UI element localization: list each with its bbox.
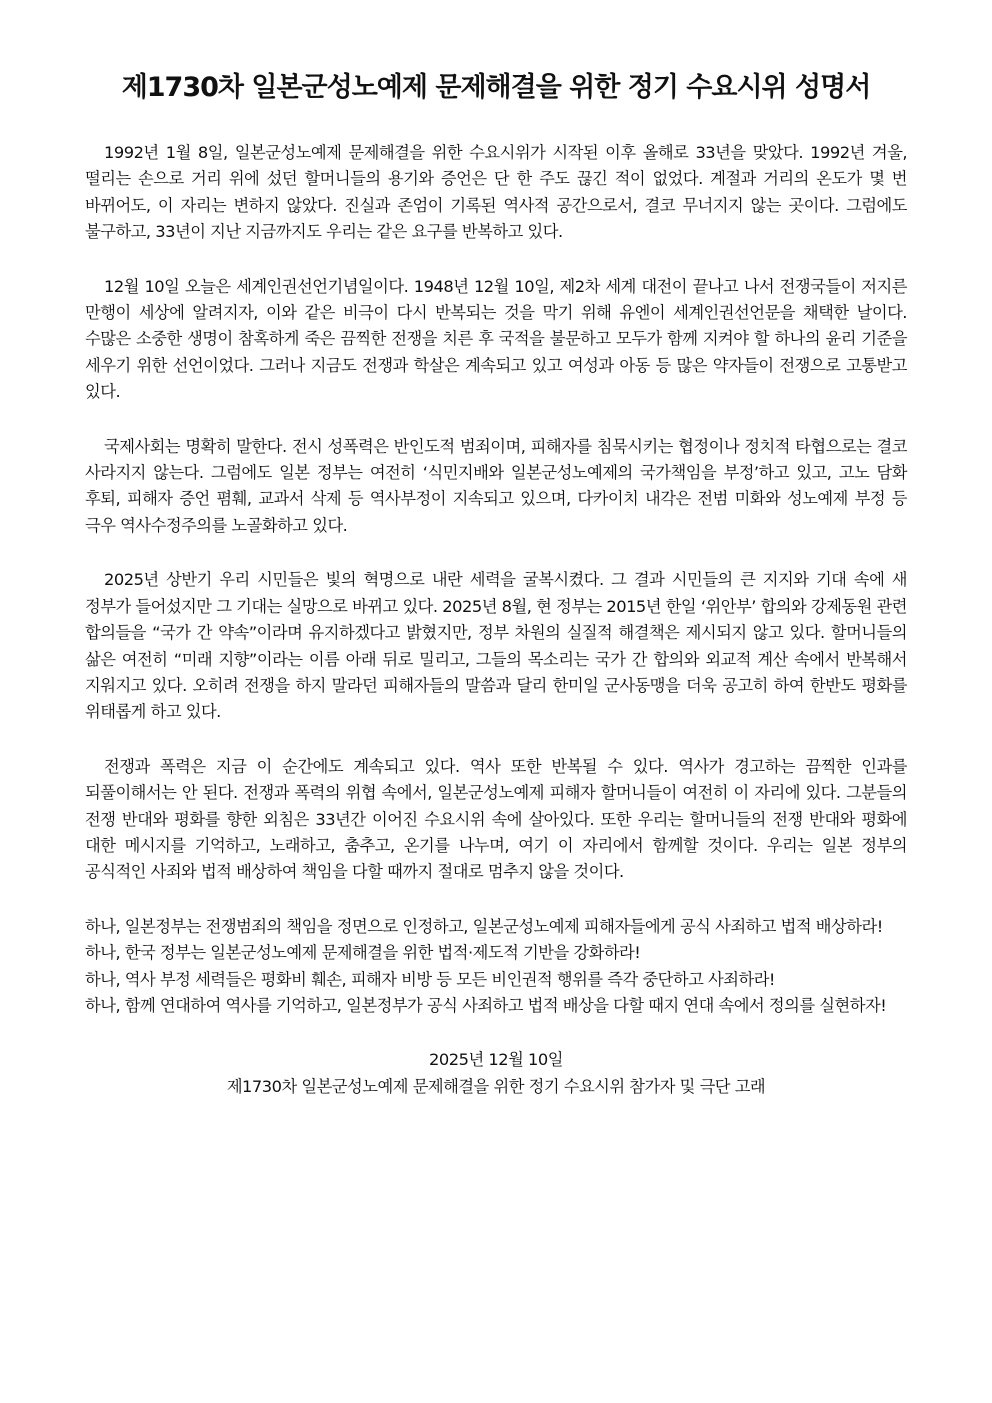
statement-date: 2025년 12월 10일 xyxy=(429,1050,563,1070)
demand-item-3: 하나, 역사 부정 세력들은 평화비 훼손, 피해자 비방 등 모든 비인권적 행위를 즉각 중단하고 사죄하라! xyxy=(85,969,775,989)
body-paragraph-4: 2025년 상반기 우리 시민들은 빛의 혁명으로 내란 세력을 굴복시켰다. 그 결과 시민들의 큰 지지와 기대 속에 새 정부가 들어섰지만 그 기대는 실망으로 바뀌고 있다. 2025년 8월, 현 정부는 2015년 한일 ‘위안부’ 합의와 강제동원 관련 합의들을 “국가 간 약속”이라며 유지하겠다고 밝혔지만, 정부 차원의 실질적 해결책은 제시되지 않고 있다. 할머니들의 삶은 여전히 “미래 지향”이라는 이름 아래 뒤로 밀리고, 그들의 목소리는 국가 간 합의와 외교적 계산 속에서 반복해서 지워지고 있다. 오히려 전쟁을 하지 말라던 피해자들의 말씀과 달리 한미일 군사동맹을 더욱 공고히 하여 한반도 평화를 위태롭게 하고 있다. xyxy=(85,570,907,722)
statement-footer xyxy=(85,1047,907,1100)
demand-item-2: 하나, 한국 정부는 일본군성노예제 문제해결을 위한 법적·제도적 기반을 강화하라! xyxy=(85,943,641,963)
demands-list xyxy=(85,914,907,1020)
statement-signature: 제1730차 일본군성노예제 문제해결을 위한 정기 수요시위 참가자 및 극단 고래 xyxy=(226,1076,766,1096)
body-paragraph-1: 1992년 1월 8일, 일본군성노예제 문제해결을 위한 수요시위가 시작된 이후 올해로 33년을 맞았다. 1992년 겨울, 떨리는 손으로 거리 위에 섰던 할머니들의 용기와 증언은 단 한 주도 끊긴 적이 없었다. 계절과 거리의 온도가 몇 번 바뀌어도, 이 자리는 변하지 않았다. 진실과 존엄이 기록된 역사적 공간으로서, 결코 무너지지 않는 곳이다. 그럼에도 불구하고, 33년이 지난 지금까지도 우리는 같은 요구를 반복하고 있다. xyxy=(85,143,907,242)
body-paragraph-5: 전쟁과 폭력은 지금 이 순간에도 계속되고 있다. 역사 또한 반복될 수 있다. 역사가 경고하는 끔찍한 인과를 되풀이해서는 안 된다. 전쟁과 폭력의 위협 속에서, 일본군성노예제 피해자 할머니들이 여전히 이 자리에 있다. 그분들의 전쟁 반대와 평화를 향한 외침은 33년간 이어진 수요시위 속에 살아있다. 또한 우리는 할머니들의 전쟁 반대와 평화에 대한 메시지를 기억하고, 노래하고, 춤추고, 온기를 나누며, 여기 이 자리에서 함께할 것이다. 우리는 일본 정부의 공식적인 사죄와 법적 배상하여 책임을 다할 때까지 절대로 멈추지 않을 것이다. xyxy=(85,756,907,882)
demand-item-4: 하나, 함께 연대하여 역사를 기억하고, 일본정부가 공식 사죄하고 법적 배상을 다할 때지 연대 속에서 정의를 실현하자! xyxy=(85,995,887,1015)
demand-item-1: 하나, 일본정부는 전쟁범죄의 책임을 정면으로 인정하고, 일본군성노예제 피해자들에게 공식 사죄하고 법적 배상하라! xyxy=(85,916,883,936)
body-paragraph-3: 국제사회는 명확히 말한다. 전시 성폭력은 반인도적 범죄이며, 피해자를 침묵시키는 협정이나 정치적 타협으로는 결코 사라지지 않는다. 그럼에도 일본 정부는 여전히 ‘식민지배와 일본군성노예제의 국가책임을 부정’하고 있고, 고노 담화 후퇴, 피해자 증언 폄훼, 교과서 삭제 등 역사부정이 지속되고 있으며, 다카이치 내각은 전범 미화와 성노예제 부정 등 극우 역사수정주의를 노골화하고 있다. xyxy=(85,436,907,535)
body-paragraph-2: 12월 10일 오늘은 세계인권선언기념일이다. 1948년 12월 10일, 제2차 세계 대전이 끝나고 나서 전쟁국들이 저지른 만행이 세상에 알려지자, 이와 같은 비극이 다시 반복되는 것을 막기 위해 유엔이 세계인권선언문을 채택한 날이다. 수많은 소중한 생명이 참혹하게 죽은 끔찍한 전쟁을 치른 후 국적을 불문하고 모두가 함께 지켜야 할 하나의 윤리 기준을 세우기 위한 선언이었다. 그러나 지금도 전쟁과 학살은 계속되고 있고 여성과 아동 등 많은 약자들이 전쟁으로 고통받고 있다. xyxy=(85,276,907,402)
statement-body xyxy=(85,140,907,886)
page-title: 제1730차 일본군성노예제 문제해결을 위한 정기 수요시위 성명서 xyxy=(121,72,871,103)
statement-page xyxy=(85,62,907,1100)
